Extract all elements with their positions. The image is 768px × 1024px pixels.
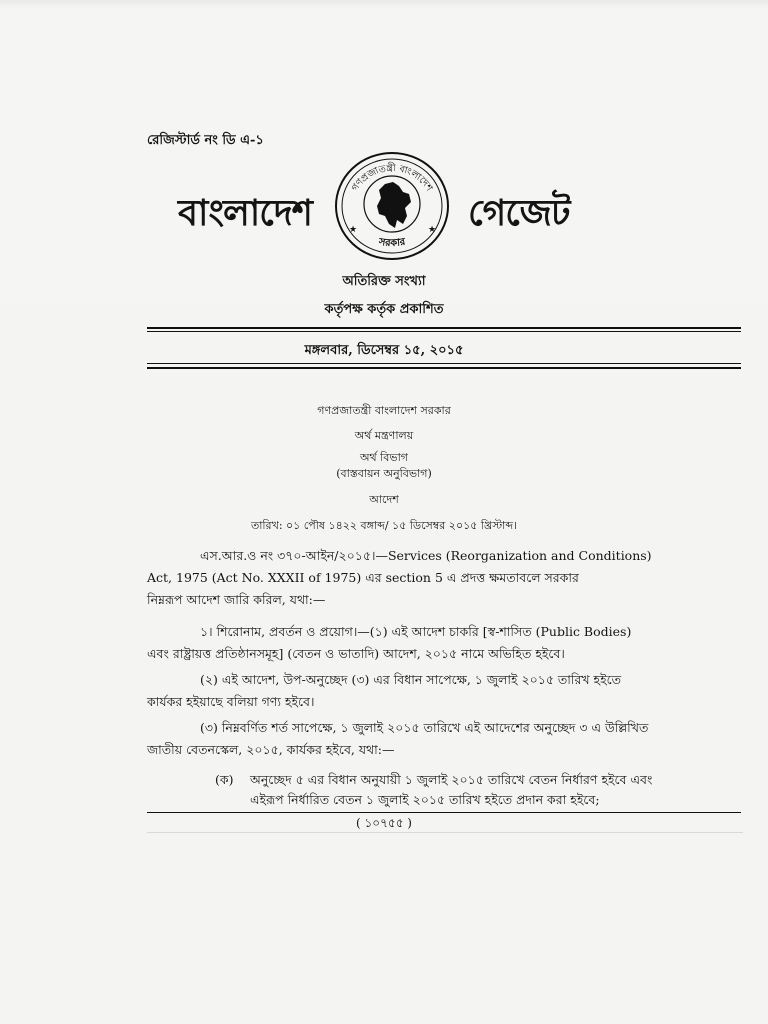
header-rule-bottom-thin	[147, 363, 741, 364]
intro-line-2: Act, 1975 (Act No. XXXII of 1975) এর section 5 এ প্রদত্ত ক্ষমতাবলে সরকার	[147, 570, 579, 585]
ministry-name: অর্থ মন্ত্রণালয়	[354, 429, 414, 442]
star-icon: ★	[428, 225, 437, 235]
star-icon: ★	[349, 225, 358, 235]
division-name: অর্থ বিভাগ	[359, 451, 408, 464]
government-seal	[333, 150, 451, 262]
paragraph-2-line-2: কার্যকর হইয়াছে বলিয়া গণ্য হইবে।	[147, 694, 315, 709]
seal-bottom-text: সরকার	[377, 236, 407, 250]
clause-ka-line-1: অনুচ্ছেদ ৫ এর বিধান অনুযায়ী ১ জুলাই ২০১৫ তারিখে বেতন নির্ধারণ হইবে এবং	[250, 772, 653, 787]
intro-line-1: এস.আর.ও নং ৩৭০-আইন/২০১৫।—Services (Reorganization and Conditions)	[200, 548, 652, 563]
paragraph-1-line-2: এবং রাষ্ট্রায়ত্ত প্রতিষ্ঠানসমূহ] (বেতন ও ভাতাদি) আদেশ, ২০১৫ নামে অভিহিত হইবে।	[147, 646, 565, 661]
paragraph-1-line-1: ১। শিরোনাম, প্রবর্তন ও প্রয়োগ।—(১) এই আদেশ চাকরি [স্ব-শাসিত (Public Bodies)	[200, 624, 632, 639]
order-heading: আদেশ	[369, 493, 399, 506]
header-rule-top	[147, 327, 741, 329]
paragraph-3-line-2: জাতীয় বেতনস্কেল, ২০১৫, কার্যকর হইবে, যথা:—	[147, 742, 395, 757]
footer-rule	[147, 812, 741, 813]
clause-ka-label: (ক)	[215, 772, 234, 787]
publisher-label: কর্তৃপক্ষ কর্তৃক প্রকাশিত	[324, 302, 444, 317]
gazette-title-right: গেজেট	[468, 193, 570, 234]
gazette-title-left: বাংলাদেশ	[178, 193, 312, 234]
issue-date: মঙ্গলবার, ডিসেম্বর ১৫, ২০১৫	[304, 343, 464, 358]
scan-line	[147, 832, 743, 833]
seal-top-text: গণপ্রজাতন্ত্রী বাংলাদেশ	[349, 162, 435, 194]
government-name: গণপ্রজাতন্ত্রী বাংলাদেশ সরকার	[317, 404, 451, 417]
header-rule-bottom	[147, 367, 741, 369]
extra-issue-label: অতিরিক্ত সংখ্যা	[342, 274, 426, 289]
page-number: ( ১০৭৫৫ )	[356, 816, 412, 830]
bangladesh-map-icon	[377, 182, 411, 228]
paragraph-2-line-1: (২) এই আদেশ, উপ-অনুচ্ছেদ (৩) এর বিধান সাপেক্ষে, ১ জুলাই ২০১৫ তারিখ হইতে	[200, 672, 622, 687]
header-rule-top-thin	[147, 331, 741, 332]
wing-name: (বাস্তবায়ন অনুবিভাগ)	[336, 467, 432, 480]
intro-line-3: নিম্নরূপ আদেশ জারি করিল, যথা:—	[147, 592, 326, 607]
clause-ka-line-2: এইরূপ নির্ধারিত বেতন ১ জুলাই ২০১৫ তারিখ হইতে প্রদান করা হইবে;	[250, 792, 600, 807]
order-date: তারিখ: ০১ পৌষ ১৪২২ বঙ্গাব্দ/ ১৫ ডিসেম্বর ২০১৫ খ্রিস্টাব্দ।	[250, 519, 518, 532]
svg-text:সরকার	[377, 236, 407, 249]
registration-number: রেজিস্টার্ড নং ডি এ-১	[147, 133, 264, 148]
paragraph-3-line-1: (৩) নিম্নবর্ণিত শর্ত সাপেক্ষে, ১ জুলাই ২০১৫ তারিখে এই আদেশের অনুচ্ছেদ ৩ এ উল্লিখিত	[200, 720, 649, 735]
